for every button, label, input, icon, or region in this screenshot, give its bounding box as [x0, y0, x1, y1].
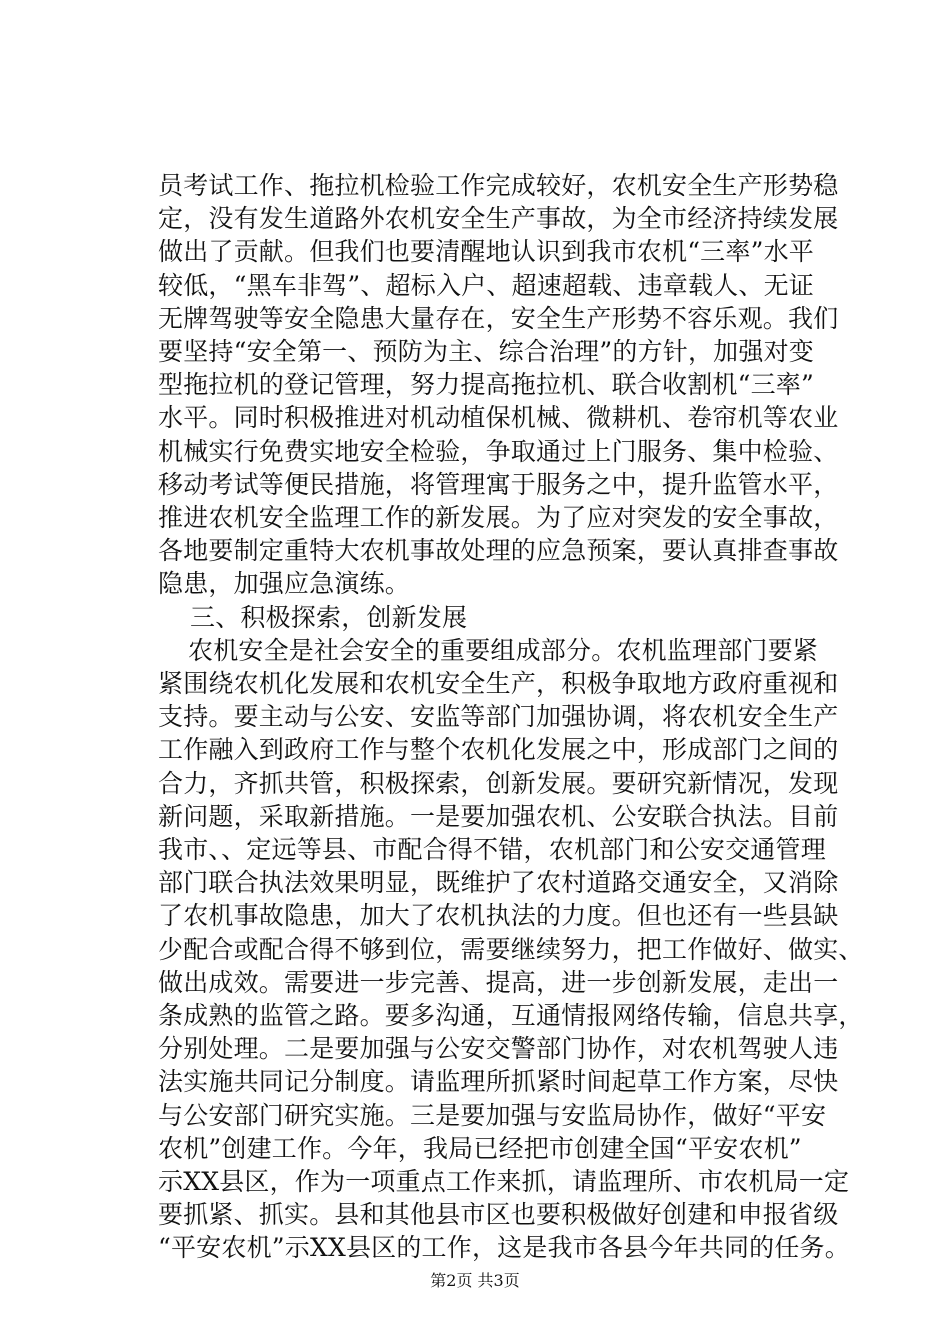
text-line: 水平。同时积极推进对机动植保机械、微耕机、卷帘机等农业 — [158, 403, 839, 432]
text-line: 各地要制定重特大农机事故处理的应急预案，要认真排查事故 — [158, 536, 839, 565]
text-line: 型拖拉机的登记管理，努力提高拖拉机、联合收割机“三率” — [158, 370, 814, 399]
text-line: 较低，“黑车非驾”、超标入户、超速超载、违章载人、无证 — [158, 271, 814, 300]
text-line: 隐患，加强应急演练。 — [158, 569, 411, 598]
text-line: 机械实行免费实地安全检验，争取通过上门服务、集中检验、 — [158, 437, 839, 466]
text-line: 支持。要主动与公安、安监等部门加强协调，将农机安全生产 — [158, 702, 839, 731]
text-line: 分别处理。二是要加强与公安交警部门协作，对农机驾驶人违 — [158, 1034, 839, 1063]
text-line: 新问题，采取新措施。一是要加强农机、公安联合执法。目前 — [158, 802, 839, 831]
text-line: 少配合或配合得不够到位，需要继续努力，把工作做好、做实、 — [158, 935, 864, 964]
text-line: 工作融入到政府工作与整个农机化发展之中，形成部门之间的 — [158, 735, 839, 764]
text-line: 紧围绕农机化发展和农机安全生产，积极争取地方政府重视和 — [158, 669, 839, 698]
text-line: 做出了贡献。但我们也要清醒地认识到我市农机“三率”水平 — [158, 237, 814, 266]
page-footer: 第2页 共3页 — [430, 1271, 520, 1290]
text-line: 部门联合执法效果明显，既维护了农村道路交通安全，又消除 — [158, 868, 839, 897]
text-line: 条成熟的监管之路。要多沟通，互通情报网络传输，信息共享， — [158, 1001, 864, 1030]
text-line: 我市、、定远等县、市配合得不错，农机部门和公安交通管理 — [158, 835, 826, 864]
paragraph-first-line: 农机安全是社会安全的重要组成部分。农机监理部门要紧 — [188, 636, 819, 665]
text-line: 示XX县区，作为一项重点工作来抓，请监理所、市农机局一定 — [158, 1167, 850, 1196]
text-line: 与公安部门研究实施。三是要加强与安监局协作，做好“平安 — [158, 1101, 827, 1130]
text-line: 员考试工作、拖拉机检验工作完成较好，农机安全生产形势稳 — [158, 171, 839, 200]
text-line: 法实施共同记分制度。请监理所抓紧时间起草工作方案，尽快 — [158, 1067, 839, 1096]
text-line: 推进农机安全监理工作的新发展。为了应对突发的安全事故， — [158, 503, 839, 532]
section-heading: 三、积极探索，创新发展 — [190, 603, 468, 632]
text-line: 无牌驾驶等安全隐患大量存在，安全生产形势不容乐观。我们 — [158, 304, 839, 333]
text-line: 移动考试等便民措施，将管理寓于服务之中，提升监管水平， — [158, 470, 839, 499]
text-line: 了农机事故隐患，加大了农机执法的力度。但也还有一些县缺 — [158, 901, 839, 930]
text-line: 定，没有发生道路外农机安全生产事故，为全市经济持续发展 — [158, 204, 839, 233]
text-line: 合力，齐抓共管，积极探索，创新发展。要研究新情况，发现 — [158, 769, 839, 798]
text-line: 做出成效。需要进一步完善、提高，进一步创新发展，走出一 — [158, 968, 839, 997]
text-line: 要抓紧、抓实。县和其他县市区也要积极做好创建和申报省级 — [158, 1200, 839, 1229]
text-line: 要坚持“安全第一、预防为主、综合治理”的方针，加强对变 — [158, 337, 814, 366]
text-line: 农机”创建工作。今年，我局已经把市创建全国“平安农机” — [158, 1134, 802, 1163]
text-line: “平安农机”示XX县区的工作，这是我市各县今年共同的任务。 — [158, 1233, 850, 1262]
